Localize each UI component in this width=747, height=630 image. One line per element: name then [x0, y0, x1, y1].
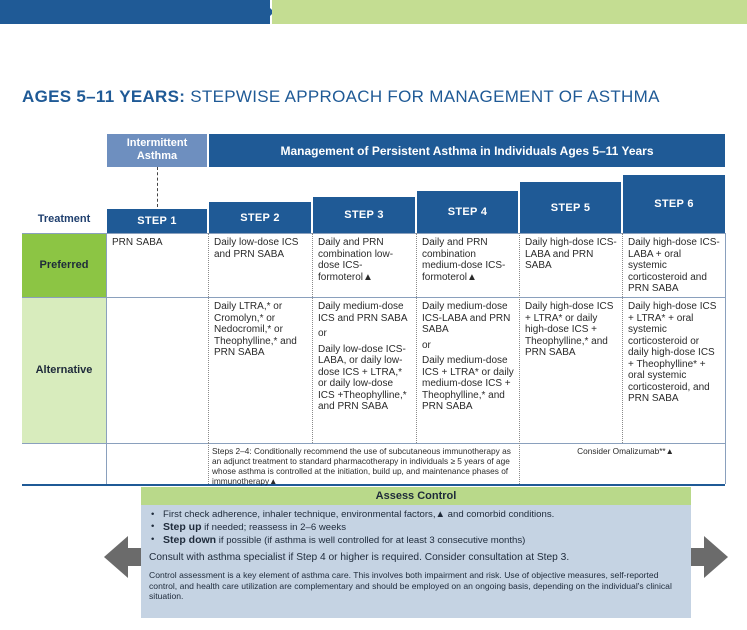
- alternative-step-4-or: or: [422, 339, 431, 351]
- grid-line-left: [106, 233, 107, 484]
- assess-bullet-step-down: • Step down if possible (if asthma is well controlled for at least 3 consecutive months): [151, 534, 526, 546]
- assess-bullet-step-up: • Step up if needed; reassess in 2–6 weeks: [151, 521, 347, 533]
- column-divider-3: [416, 233, 417, 443]
- top-banner-green: [272, 0, 747, 24]
- preferred-step-6: Daily high-dose ICS-LABA + oral systemic corticosteroid and PRN SABA: [628, 237, 720, 294]
- top-banner-blue: [0, 0, 270, 24]
- alternative-step-4: [418, 298, 519, 420]
- preferred-step-4: Daily and PRN combination medium-dose ICS-formoterol▲: [422, 237, 506, 283]
- persistent-asthma-header: Management of Persistent Asthma in Individuals Ages 5–11 Years: [209, 134, 725, 167]
- step-6-header: STEP 6: [623, 175, 725, 233]
- step-5-header: STEP 5: [520, 182, 621, 233]
- intermittent-asthma-header: Intermittent Asthma: [107, 134, 207, 167]
- alternative-step-5: Daily high-dose ICS + LTRA* or daily high-dose ICS + Theophylline,* and PRN SABA: [525, 301, 614, 358]
- alternative-step-3-or: or: [318, 328, 327, 339]
- alternative-step-3-option-b: Daily low-dose ICS-LABA, or daily low-dose ICS + LTRA,* or daily low-dose ICS +Theophylline,* and PRN SABA: [318, 343, 407, 412]
- grid-line-lower: [22, 443, 725, 444]
- alternative-step-6: Daily high-dose ICS + LTRA* + oral systemic corticosteroid or daily high-dose ICS + Theophylline* + oral systemic corticosteroid, and PRN SABA: [628, 301, 717, 404]
- page-title: [22, 87, 660, 107]
- page-title-bold: AGES 5–11 YEARS:: [22, 87, 186, 106]
- treatment-label: Treatment: [37, 213, 91, 225]
- bullet-icon: •: [151, 534, 155, 545]
- assess-control-list: [149, 509, 683, 547]
- preferred-step-2: Daily low-dose ICS and PRN SABA: [214, 237, 299, 260]
- preferred-step-1: PRN SABA: [112, 237, 163, 248]
- alternative-row-label: Alternative: [22, 297, 106, 443]
- preferred-step-3: Daily and PRN combination low-dose ICS-formoterol▲: [318, 237, 394, 283]
- column-divider-2: [312, 233, 313, 443]
- intermittent-dash-line: [157, 167, 158, 207]
- step-3-header: STEP 3: [313, 197, 415, 233]
- preferred-step-5: Daily high-dose ICS-LABA and PRN SABA: [525, 237, 617, 271]
- alternative-step-4-option-b: Daily medium-dose ICS + LTRA* or daily medium-dose ICS + Theophylline,* and PRN SABA: [422, 355, 514, 412]
- arrow-right-icon: [704, 536, 728, 578]
- consult-specialist-text: Consult with asthma specialist if Step 4 or higher is required. Consider consultation at Step 3.: [149, 552, 570, 563]
- assess-control-panel: [141, 505, 691, 618]
- assess-bullet-adherence: • First check adherence, inhaler technique, environmental factors,▲ and comorbid conditions.: [151, 509, 555, 520]
- step-2-header: STEP 2: [209, 202, 311, 233]
- page-title-rest: STEPWISE APPROACH FOR MANAGEMENT OF ASTHMA: [190, 87, 660, 106]
- grid-line-right: [725, 233, 726, 484]
- column-divider-1: [208, 233, 209, 443]
- step-1-header: STEP 1: [107, 209, 207, 233]
- notes-row-label: [22, 443, 106, 484]
- column-divider-5: [622, 233, 623, 443]
- assess-control-header: Assess Control: [141, 487, 691, 505]
- alternative-step-2: Daily LTRA,* or Cromolyn,* or Nedocromil,* or Theophylline,* and PRN SABA: [214, 301, 297, 358]
- alternative-step-3-option-a: Daily medium-dose ICS and PRN SABA: [318, 301, 408, 324]
- arrow-left-icon: [104, 536, 128, 578]
- control-assessment-note: Control assessment is a key element of asthma care. This involves both impairment and risk. Use of objective measures, self-reported control, and health care utilization are complementary and should be employed on an ongoing basis, depending on the individual's clinical situation.: [149, 570, 672, 601]
- bullet-icon: •: [151, 509, 155, 520]
- omalizumab-note: Consider Omalizumab**▲: [577, 446, 674, 456]
- column-divider-notes: [208, 443, 209, 484]
- alternative-step-3: [314, 298, 416, 420]
- alternative-step-4-option-a: Daily medium-dose ICS-LABA and PRN SABA: [422, 301, 511, 335]
- preferred-row-label: Preferred: [22, 233, 106, 297]
- immunotherapy-note: Steps 2–4: Conditionally recommend the use of subcutaneous immunotherapy as an adjunct treatment to standard pharmacotherapy in individuals ≥ 5 years of age whose asthma is controlled at the initiation, build up, and maintenance phases of immunotherapy▲: [212, 446, 511, 486]
- bullet-icon: •: [151, 521, 155, 532]
- step-4-header: STEP 4: [417, 191, 518, 233]
